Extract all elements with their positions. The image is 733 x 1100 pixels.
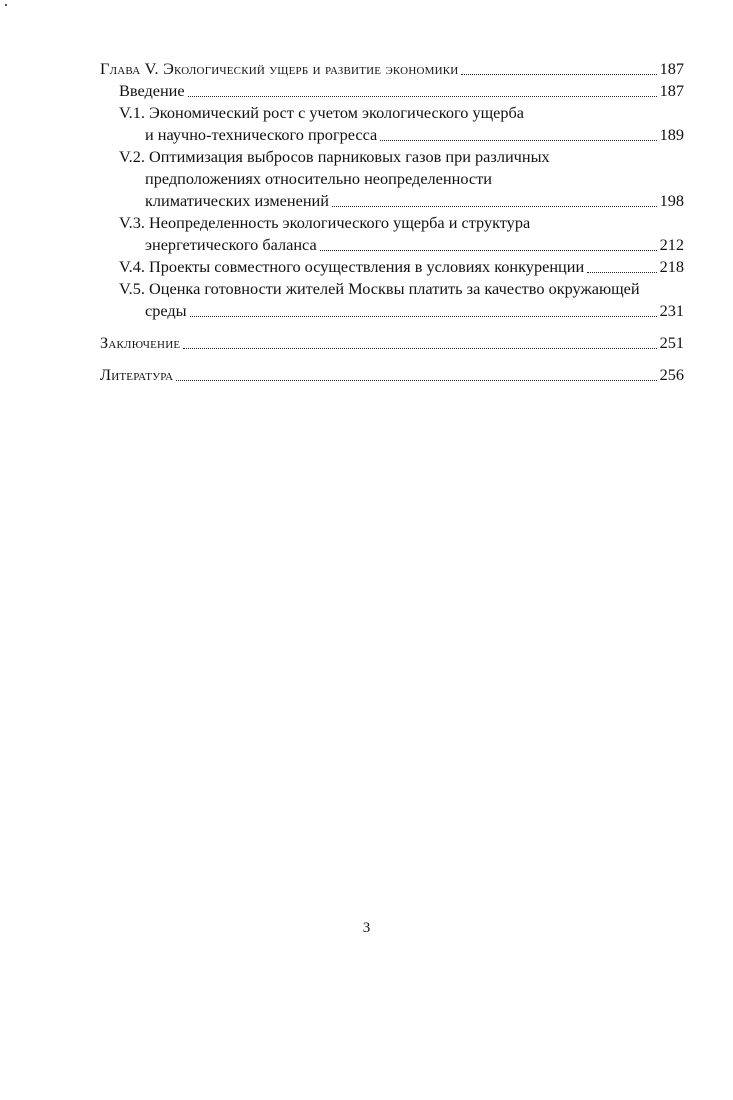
toc-entry-title: и научно-технического прогресса [145,125,378,144]
toc-chapter-title: Экологический ущерб и развитие экономики [163,59,459,78]
toc-chapter-label: Глава V. [100,59,159,78]
dot-leader [461,74,656,75]
toc-entry-title: климатических изменений [145,191,329,210]
spacer [100,354,684,364]
toc-entry-last-line [100,256,684,278]
toc-section-v5[interactable] [100,278,684,322]
toc-page-number: 256 [659,365,684,384]
toc-section-v4[interactable] [100,256,684,278]
toc-page-number: 187 [659,81,684,100]
toc-page-number: 198 [659,191,684,210]
toc-page-number: 187 [659,59,684,78]
toc-entry-title: V.4. Проекты совместного осуществления в условиях конкуренции [119,257,585,276]
toc-chapter-label-wrap [100,58,458,80]
toc-entry-title: Заключение [100,333,181,352]
toc-page-number: 251 [659,333,684,352]
toc-chapter-entry[interactable] [100,58,684,80]
toc-page-number: 218 [659,257,684,276]
toc-entry-last-line [100,124,684,146]
page-number: 3 [362,920,371,936]
dot-leader [176,380,656,381]
toc-conclusion-entry[interactable] [100,332,684,354]
toc-entry-title: среды [145,301,187,320]
toc-section-v2[interactable] [100,146,684,212]
dot-leader [587,272,656,273]
toc-intro-entry[interactable] [100,80,684,102]
dot-leader [183,348,656,349]
toc-entry-line: V.1. Экономический рост с учетом экологического ущерба [119,103,525,122]
table-of-contents [100,58,684,386]
toc-literature-entry[interactable] [100,364,684,386]
spacer [100,322,684,332]
toc-entry-last-line [100,190,684,212]
scan-speck [5,4,7,6]
dot-leader [332,206,657,207]
toc-entry-line: V.5. Оценка готовности жителей Москвы платить за качество окружающей [119,279,640,298]
toc-page-number: 189 [659,125,684,144]
dot-leader [190,316,657,317]
toc-entry-last-line [100,300,684,322]
toc-entry-line: предположениях относительно неопределенности [145,169,492,188]
dot-leader [380,140,656,141]
toc-section-v3[interactable] [100,212,684,256]
dot-leader [188,96,657,97]
toc-entry-title: энергетического баланса [145,235,317,254]
dot-leader [320,250,657,251]
toc-entry-title: Литература [100,365,174,384]
toc-entry-line: V.3. Неопределенность экологического ущерба и структура [119,213,531,232]
toc-entry-line: V.2. Оптимизация выбросов парниковых газов при различных [119,147,550,166]
toc-section-v1[interactable] [100,102,684,146]
toc-entry-last-line [100,234,684,256]
toc-page-number: 212 [659,235,684,254]
toc-page-number: 231 [659,301,684,320]
toc-entry-title: Введение [119,81,185,100]
